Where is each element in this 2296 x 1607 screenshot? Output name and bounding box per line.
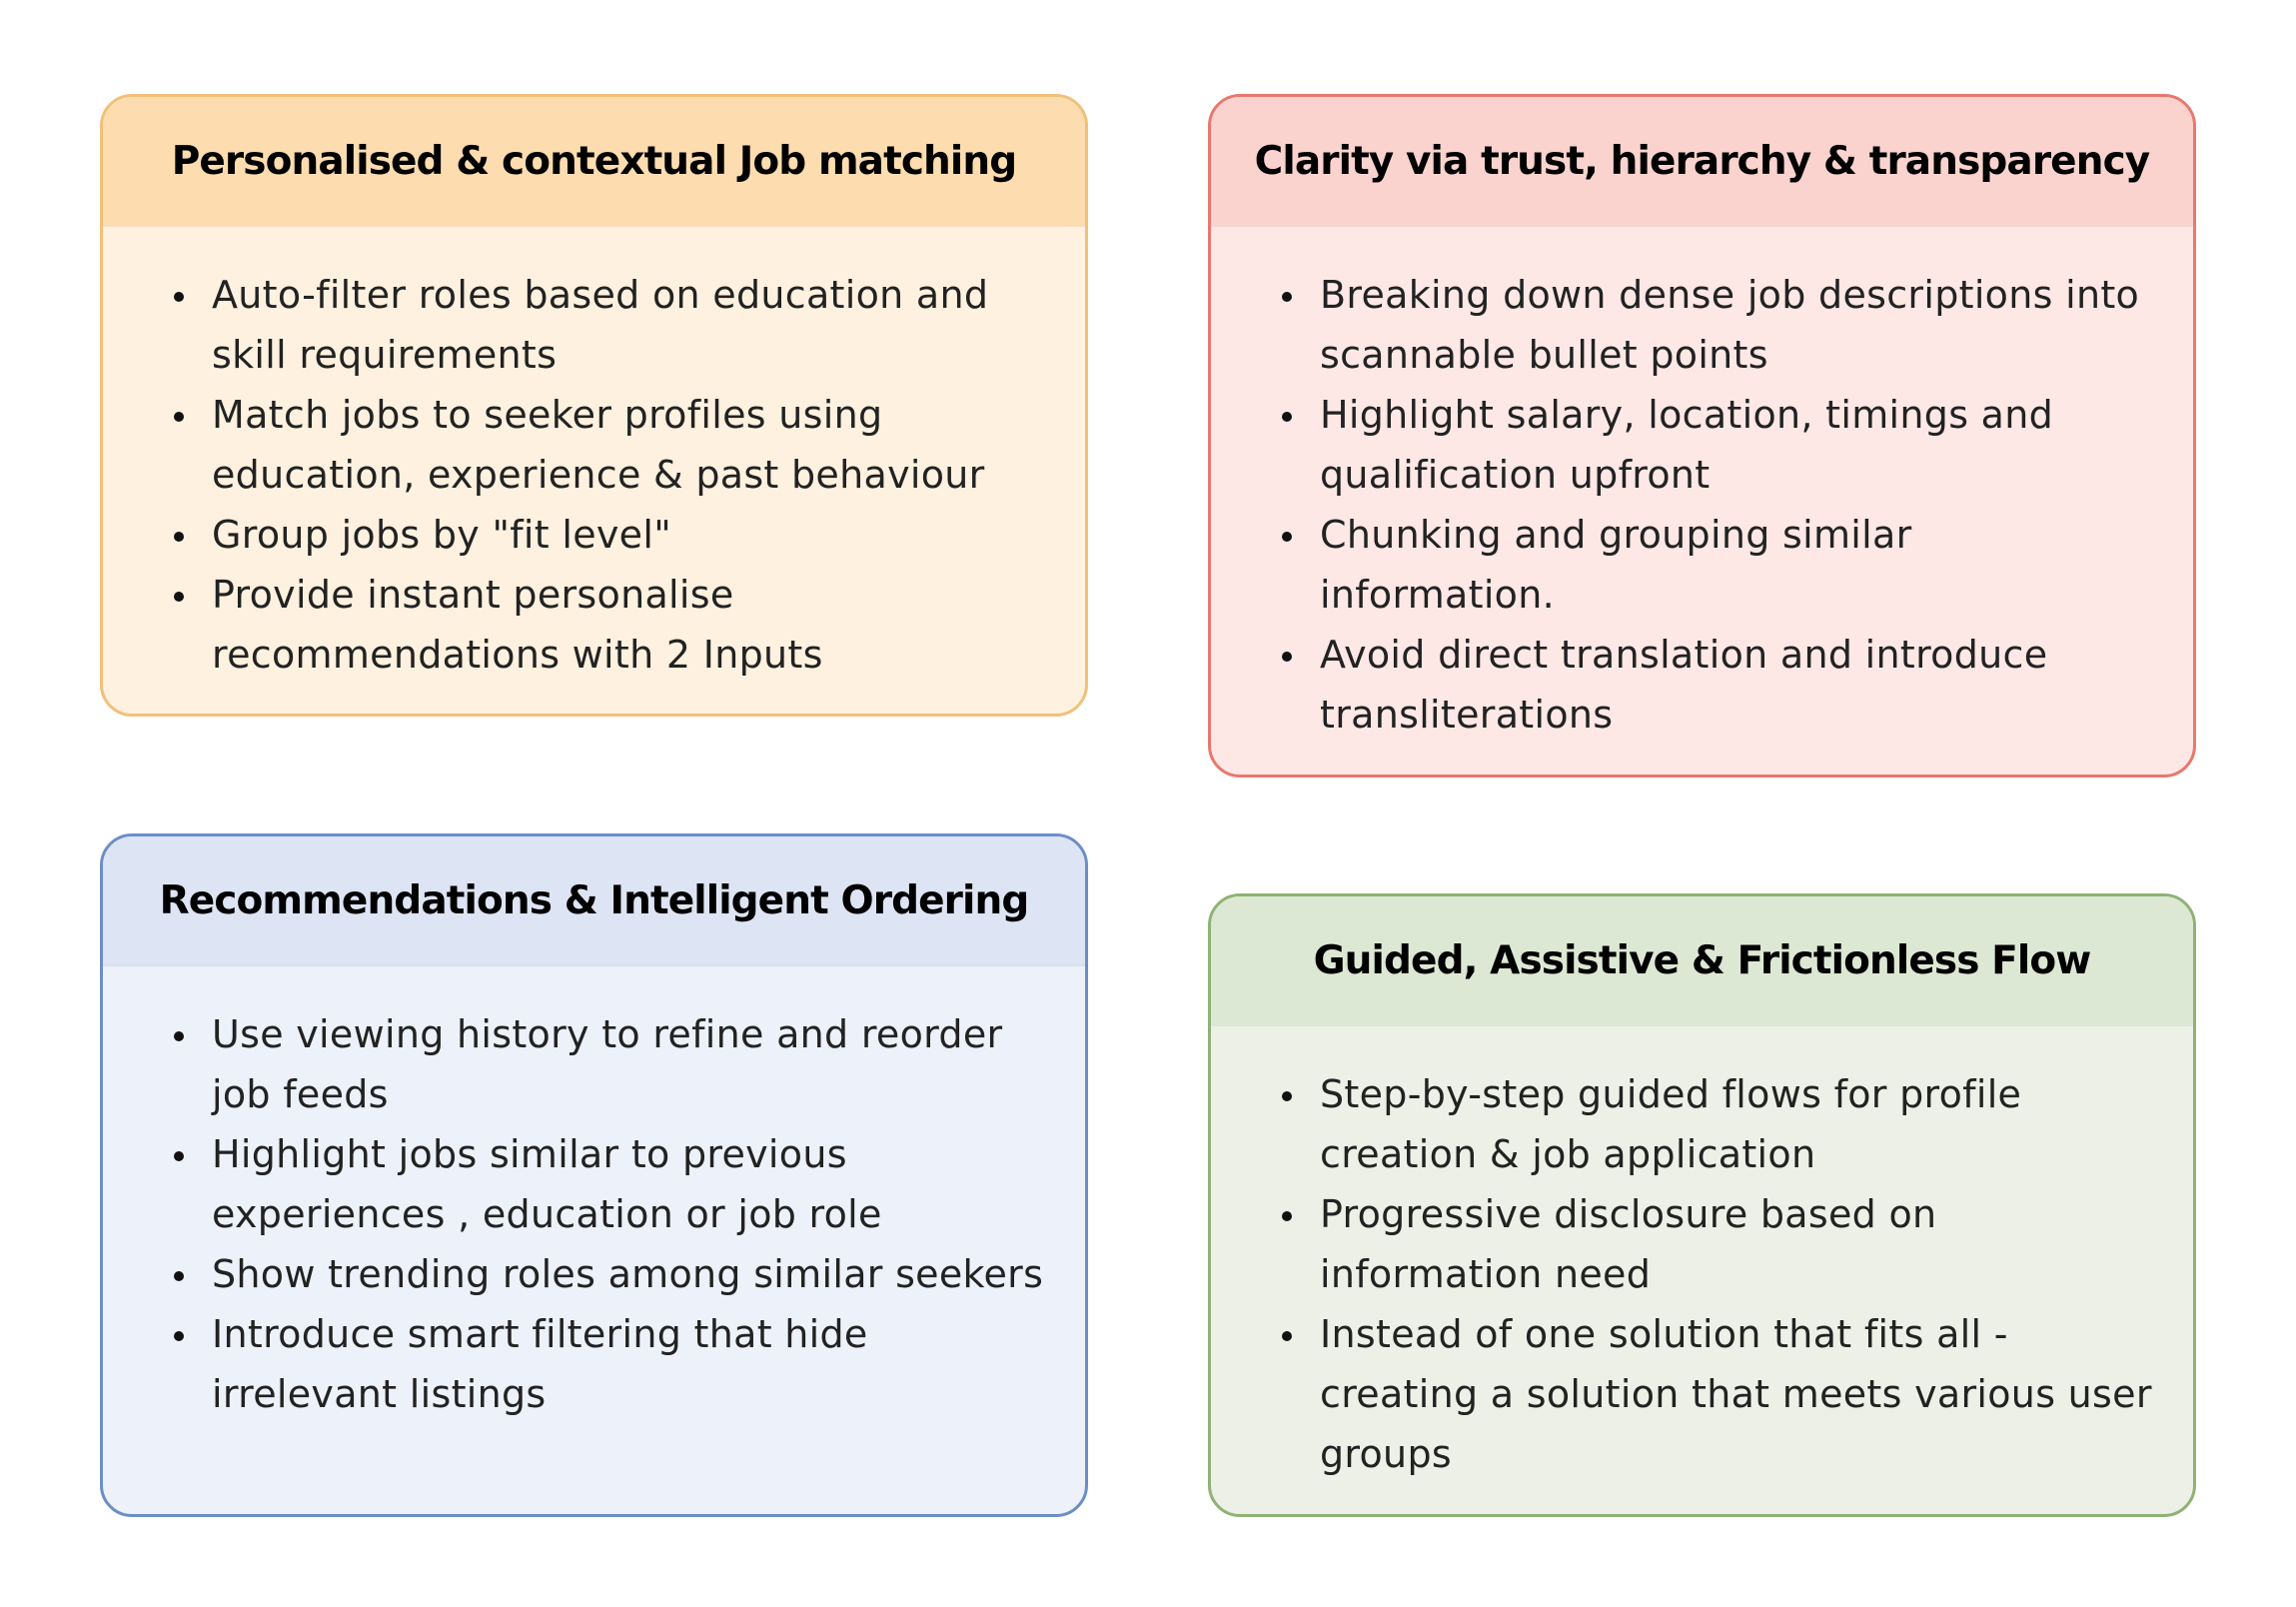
list-item-text: Match jobs to seeker profiles using education, experience & past behaviour xyxy=(212,393,985,497)
list-item-text: Introduce smart filtering that hide irrelevant listings xyxy=(212,1312,868,1416)
bullet-icon xyxy=(174,412,184,422)
card-title: Guided, Assistive & Frictionless Flow xyxy=(1313,937,2091,983)
list-item xyxy=(1211,385,2153,505)
list-item xyxy=(103,565,1045,685)
list-item xyxy=(1211,1064,2153,1184)
list-item-text: Group jobs by "fit level" xyxy=(212,513,671,557)
list-item-text: Breaking down dense job descriptions into scannable bullet points xyxy=(1320,273,2140,377)
card-recommendations-ordering xyxy=(100,833,1088,1517)
list-item xyxy=(103,505,1045,565)
bullet-icon xyxy=(1282,292,1292,302)
list-item-text: Step-by-step guided flows for profile creation & job application xyxy=(1320,1072,2022,1176)
list-item xyxy=(1211,1184,2153,1304)
bullet-list xyxy=(1211,265,2153,745)
card-body xyxy=(1211,227,2193,745)
list-item-text: Show trending roles among similar seekers xyxy=(212,1252,1044,1296)
bullet-icon xyxy=(1282,412,1292,422)
list-item-text: Avoid direct translation and introduce transliterations xyxy=(1320,633,2048,737)
card-body xyxy=(103,966,1085,1424)
bullet-icon xyxy=(174,532,184,542)
card-header xyxy=(103,97,1085,227)
card-guided-frictionless-flow xyxy=(1208,893,2196,1517)
list-item xyxy=(1211,1304,2153,1484)
bullet-list xyxy=(1211,1064,2153,1484)
card-clarity-trust-transparency xyxy=(1208,94,2196,778)
card-body xyxy=(1211,1026,2193,1484)
bullet-icon xyxy=(1282,1211,1292,1221)
bullet-list xyxy=(103,265,1045,685)
list-item xyxy=(103,265,1045,385)
list-item xyxy=(1211,625,2153,745)
card-header xyxy=(1211,896,2193,1026)
bullet-icon xyxy=(174,1271,184,1281)
list-item xyxy=(103,385,1045,505)
bullet-icon xyxy=(174,1331,184,1341)
list-item xyxy=(1211,505,2153,625)
list-item xyxy=(103,1004,1045,1124)
card-personalised-job-matching xyxy=(100,94,1088,717)
bullet-icon xyxy=(1282,532,1292,542)
list-item xyxy=(1211,265,2153,385)
bullet-icon xyxy=(174,592,184,602)
card-title: Personalised & contextual Job matching xyxy=(171,138,1017,184)
list-item xyxy=(103,1304,1045,1424)
card-header xyxy=(103,836,1085,966)
card-title: Recommendations & Intelligent Ordering xyxy=(159,877,1029,923)
bullet-icon xyxy=(1282,652,1292,662)
bullet-icon xyxy=(174,292,184,302)
card-body xyxy=(103,227,1085,685)
list-item-text: Progressive disclosure based on information need xyxy=(1320,1192,1937,1296)
list-item-text: Provide instant personalise recommendations with 2 Inputs xyxy=(212,573,823,677)
list-item-text: Highlight salary, location, timings and qualification upfront xyxy=(1320,393,2054,497)
list-item xyxy=(103,1244,1045,1304)
list-item-text: Instead of one solution that fits all - creating a solution that meets various user groups xyxy=(1320,1312,2152,1476)
list-item xyxy=(103,1124,1045,1244)
bullet-list xyxy=(103,1004,1045,1424)
list-item-text: Chunking and grouping similar information. xyxy=(1320,513,1912,617)
bullet-icon xyxy=(1282,1091,1292,1101)
list-item-text: Use viewing history to refine and reorder job feeds xyxy=(212,1012,1003,1116)
card-header xyxy=(1211,97,2193,227)
list-item-text: Highlight jobs similar to previous experiences , education or job role xyxy=(212,1132,882,1236)
card-title: Clarity via trust, hierarchy & transparency xyxy=(1254,138,2150,184)
bullet-icon xyxy=(174,1151,184,1161)
bullet-icon xyxy=(174,1031,184,1041)
list-item-text: Auto-filter roles based on education and skill requirements xyxy=(212,273,989,377)
bullet-icon xyxy=(1282,1331,1292,1341)
